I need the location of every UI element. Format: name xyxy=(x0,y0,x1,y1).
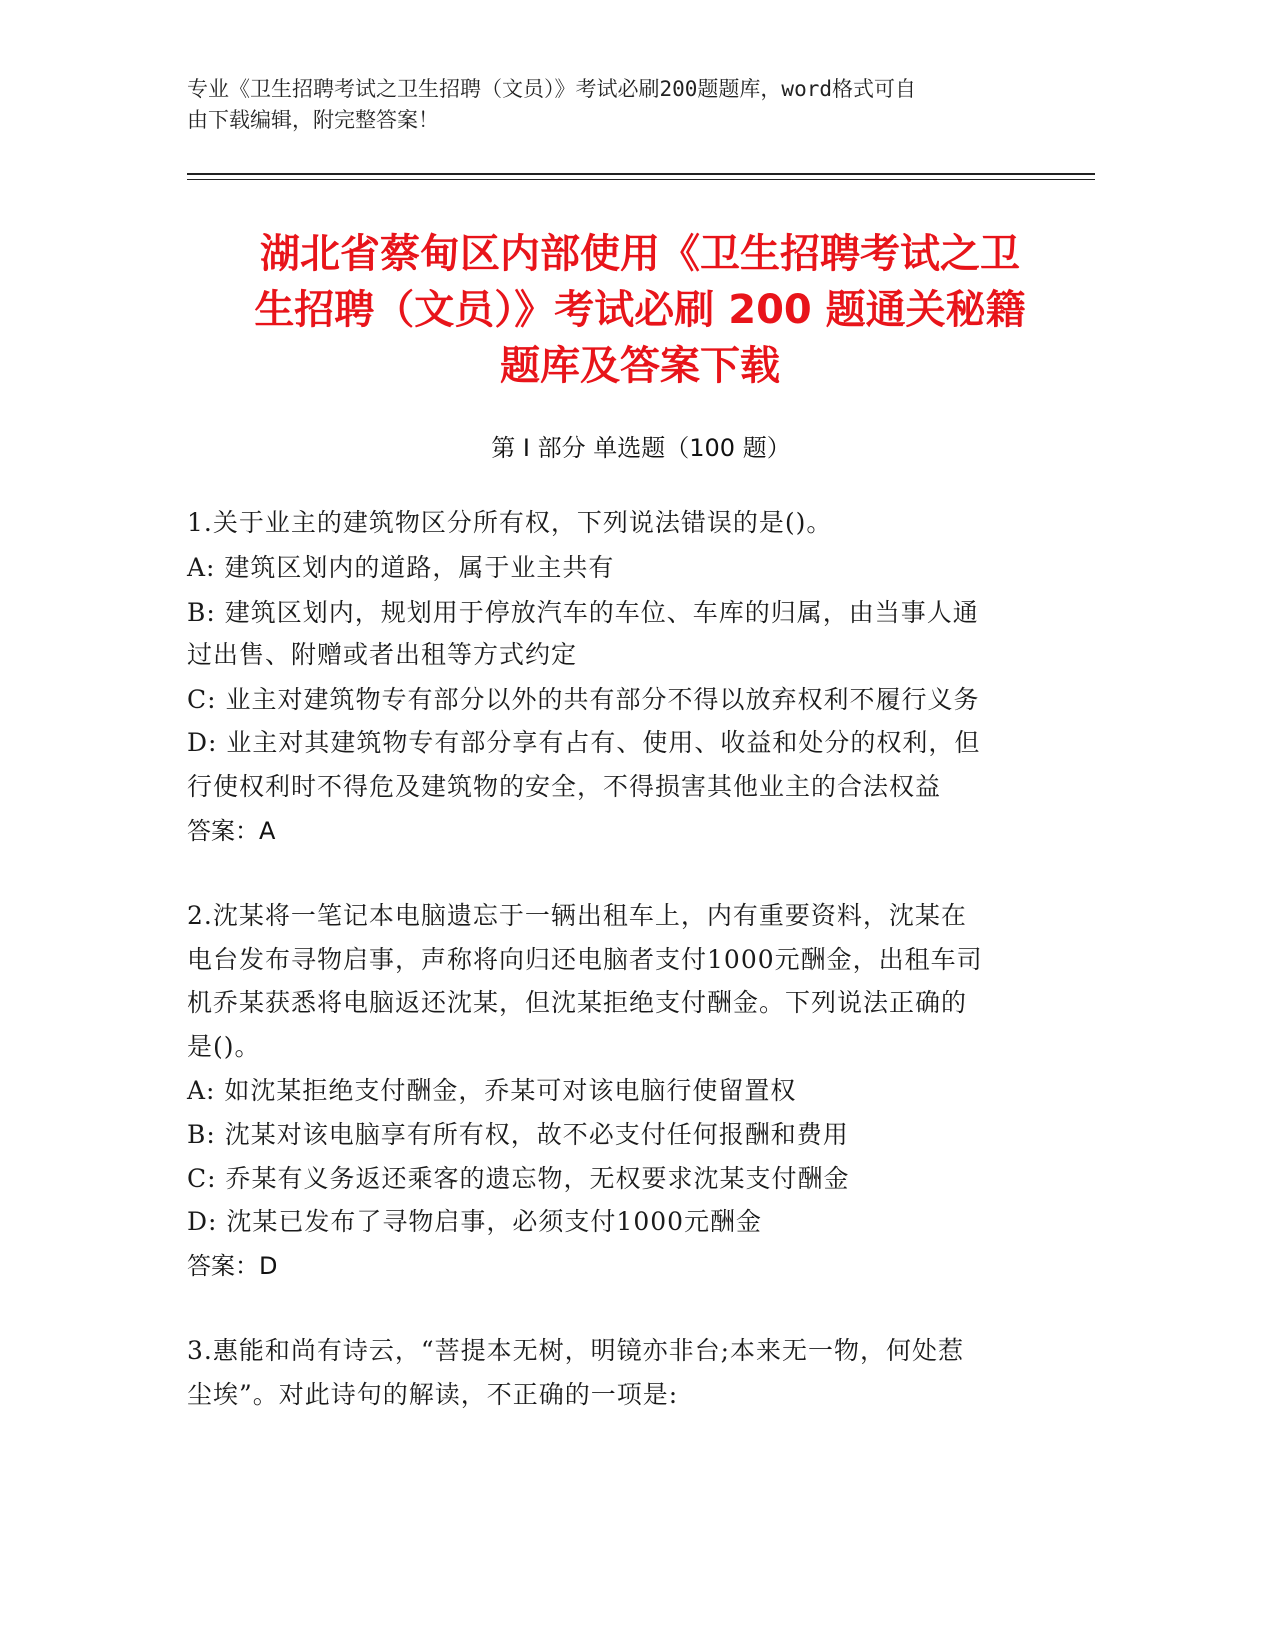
question-1-option-b-cont: 过出售、附赠或者出租等方式约定 xyxy=(187,640,578,669)
question-3-stem-line-2: 尘埃”。对此诗句的解读，不正确的一项是: xyxy=(187,1380,679,1409)
question-2-stem-line-3: 机乔某获悉将电脑返还沈某，但沈某拒绝支付酬金。下列说法正确的 xyxy=(187,988,968,1017)
header-note-line-1: 专业《卫生招聘考试之卫生招聘（文员）》考试必刷200题题库，word格式可自 xyxy=(187,77,916,101)
question-2-answer: 答案：D xyxy=(187,1252,278,1280)
question-3-stem-line-1: 3.惠能和尚有诗云，“菩提本无树，明镜亦非台;本来无一物，何处惹 xyxy=(187,1336,965,1365)
question-1-stem: 1.关于业主的建筑物区分所有权，下列说法错误的是()。 xyxy=(187,508,833,537)
header-divider-thin xyxy=(187,179,1095,180)
question-1-option-c: C: 业主对建筑物专有部分以外的共有部分不得以放弃权利不履行义务 xyxy=(187,685,980,714)
header-note-line-2: 由下载编辑，附完整答案！ xyxy=(187,108,439,132)
question-2-option-a: A: 如沈某拒绝支付酬金，乔某可对该电脑行使留置权 xyxy=(187,1076,797,1105)
title-line-2: 生招聘（文员）》考试必刷 200 题通关秘籍 xyxy=(254,287,1026,333)
question-2-option-b: B: 沈某对该电脑享有所有权，故不必支付任何报酬和费用 xyxy=(187,1120,849,1149)
question-1-option-b: B: 建筑区划内，规划用于停放汽车的车位、车库的归属，由当事人通 xyxy=(187,598,979,627)
document-title xyxy=(190,226,1090,394)
question-1-option-d: D: 业主对其建筑物专有部分享有占有、使用、收益和处分的权利，但 xyxy=(187,728,981,757)
question-2-option-c: C: 乔某有义务返还乘客的遗忘物，无权要求沈某支付酬金 xyxy=(187,1164,850,1193)
question-2-stem-line-2: 电台发布寻物启事，声称将向归还电脑者支付1000元酬金，出租车司 xyxy=(187,945,983,974)
question-2-option-d: D: 沈某已发布了寻物启事，必须支付1000元酬金 xyxy=(187,1207,763,1236)
question-1-option-a: A: 建筑区划内的道路，属于业主共有 xyxy=(187,553,615,582)
title-line-3: 题库及答案下载 xyxy=(500,343,780,389)
question-1-option-d-cont: 行使权利时不得危及建筑物的安全，不得损害其他业主的合法权益 xyxy=(187,772,942,801)
question-1-answer: 答案：A xyxy=(187,817,276,845)
question-2-stem-line-4: 是()。 xyxy=(187,1032,261,1061)
title-line-1: 湖北省蔡甸区内部使用《卫生招聘考试之卫 xyxy=(260,231,1020,277)
question-2-stem-line-1: 2.沈某将一笔记本电脑遗忘于一辆出租车上，内有重要资料，沈某在 xyxy=(187,901,967,930)
section-heading: 第 I 部分 单选题（100 题） xyxy=(491,434,791,462)
header-divider-thick xyxy=(187,173,1095,175)
header-note xyxy=(187,74,1067,136)
